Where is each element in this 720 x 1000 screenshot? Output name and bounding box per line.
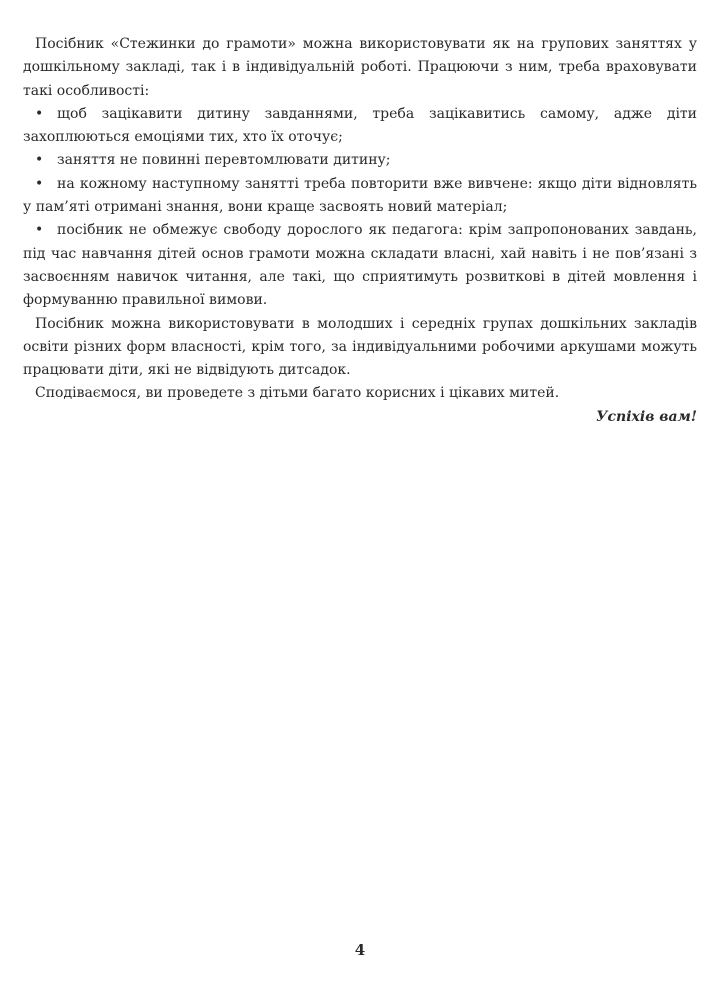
bullet-marker: •	[35, 175, 44, 192]
bullet-item	[23, 173, 697, 220]
bullet-text: щоб зацікавити дитину завданнями, треба зацікавитись самому, адже діти захоплюються емоціями тих, хто їх оточує;	[23, 105, 697, 146]
bullet-marker: •	[35, 222, 44, 239]
bullet-text: заняття не повинні перевтомлювати дитину;	[57, 152, 391, 169]
bullet-text: посібник не обмежує свободу дорослого як педагога: крім запропонованих завдань, під час навчання дітей основ грамоти можна складати власні, хай навіть і не пов’язані з засвоєнням навичок читання, але такі, що сприятимуть розвиткові в дітей мовлення і формуванню правильної вимови.	[23, 222, 697, 309]
bullet-item	[23, 219, 697, 312]
closing-line: Успіхів вам!	[596, 408, 697, 425]
bullet-text: на кожному наступному занятті треба повторити вже вивчене: якщо діти відновлять у пам’яті отримані знання, вони краще засвоять новий матеріал;	[23, 175, 697, 216]
bullet-item	[23, 103, 697, 150]
page-number: 4	[354, 941, 366, 959]
bullet-marker: •	[35, 105, 44, 122]
paragraph-usage: Посібник можна використовувати в молодших і середніх групах дошкільних закладів освіти різних форм власності, крім того, за індивідуальними робочими аркушами можуть працювати діти, які не відвідують дитсадок.	[23, 315, 697, 379]
body-text	[23, 33, 697, 429]
bullet-item	[23, 149, 697, 172]
paragraph-intro: Посібник «Стежинки до грамоти» можна використовувати як на групових заняттях у дошкільному закладі, так і в індивідуальній роботі. Працюючи з ним, треба враховувати такі особливості:	[23, 36, 697, 99]
bullet-marker: •	[35, 152, 44, 169]
paragraph-wish: Сподіваємося, ви проведете з дітьми багато корисних і цікавих митей.	[35, 385, 560, 402]
